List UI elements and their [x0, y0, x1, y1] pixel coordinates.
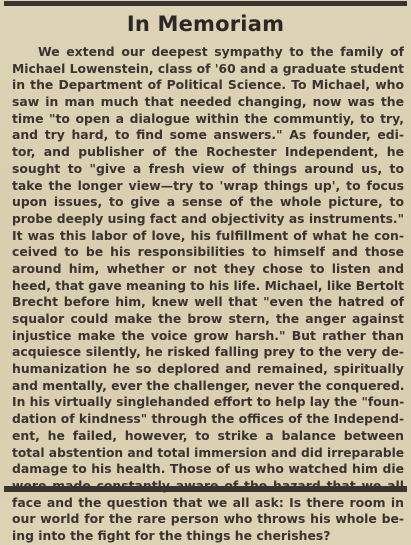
body-line: total abstention and total immersion and did irreparable — [12, 444, 405, 460]
top-rule — [4, 1, 407, 6]
body-line: We extend our deepest sympathy to the family of — [38, 44, 404, 59]
body-line: heed, that gave meaning to his life. Michael, like Bertolt — [12, 277, 404, 293]
body-line: In his virtually singlehanded effort to help lay the "foun- — [12, 394, 405, 410]
body-line: ceived to be his responsibilities to himself and those — [12, 244, 404, 260]
body-line: around him, whether or not they chose to listen and — [12, 260, 404, 276]
body-line: Brecht before him, knew well that "even the hatred of — [12, 294, 404, 310]
body-line: upon issues, to give a sense of the whole picture, to — [12, 194, 404, 210]
body-line: saw in man much that needed changing, now was the — [12, 94, 404, 110]
body-line: injustice make the voice grow harsh." But rather than — [12, 327, 404, 343]
body-line: in the Department of Political Science. To Michael, who — [12, 77, 404, 93]
body-line: ing into the fight for the things he cherishes? — [12, 527, 331, 543]
body-line: and try hard, to find some answers." As founder, edi- — [12, 127, 404, 143]
body-line: humanization he so deplored and remained, spiritually — [12, 361, 404, 377]
body-line: time "to open a dialogue within the communtiy, to try, — [12, 110, 404, 126]
body-line: Michael Lowenstein, class of '60 and a graduate student — [12, 60, 404, 76]
body-line: tor, and publisher of the Rochester Independent, he — [12, 144, 404, 160]
body-line: damage to his health. Those of us who watched him die — [12, 461, 404, 477]
body-line: probe deeply using fact and objectivity as instruments." — [12, 210, 404, 226]
body-line: and mentally, ever the challenger, never the conquered. — [12, 377, 405, 393]
body-line: squalor could make the brow stern, the anger against — [12, 311, 404, 326]
article-body — [12, 44, 404, 545]
body-line: our world for the rare person who throws his whole be- — [12, 511, 404, 527]
body-line: sought to "give a fresh view of things around us, to — [12, 160, 404, 176]
body-line: take the longer view—try to 'wrap things up', to focus — [12, 177, 404, 193]
bottom-rule — [4, 486, 407, 492]
body-line: It was this labor of love, his fulfillment of what he con- — [12, 227, 404, 243]
body-line: ent, he failed, however, to strike a balance between — [12, 427, 404, 443]
body-line: acquiesce silently, he risked falling prey to the very de- — [12, 344, 404, 360]
article-title: In Memoriam — [126, 12, 285, 36]
body-line: face and the question that we all ask: Is there room in — [12, 494, 404, 510]
body-line: dation of kindness" through the offices of the Independ- — [12, 411, 405, 427]
